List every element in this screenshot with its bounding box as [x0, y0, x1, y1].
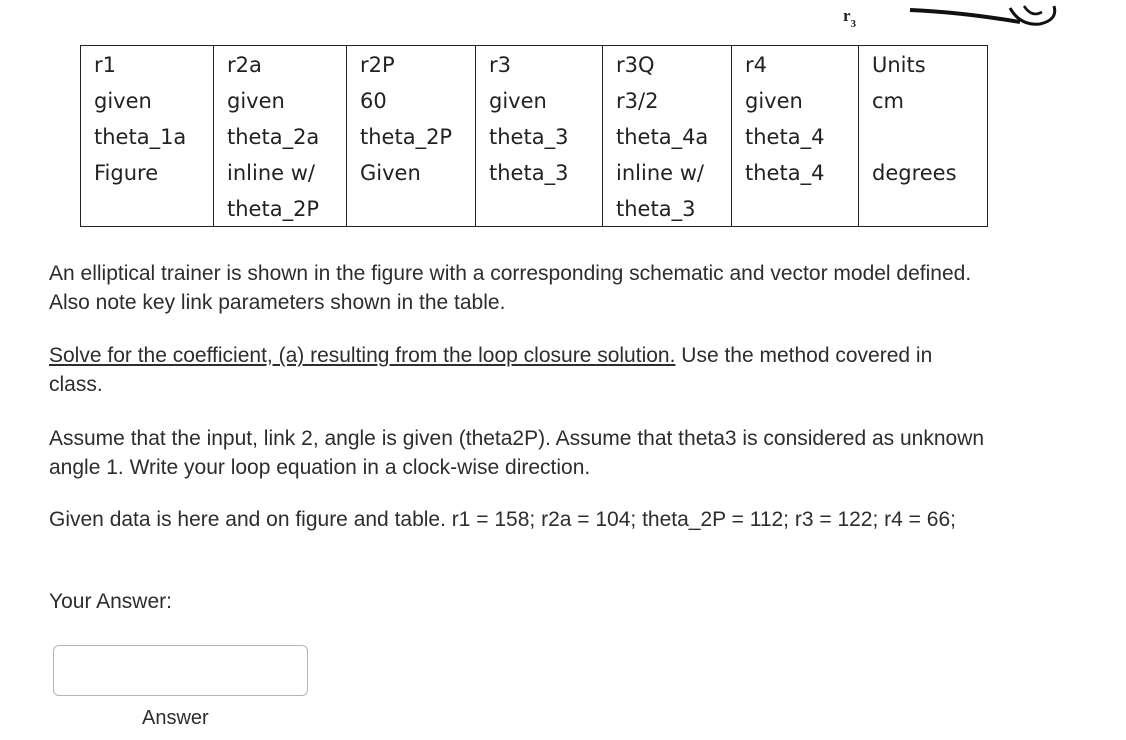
- table-cell: theta_3: [476, 118, 603, 154]
- table-cell: [476, 190, 603, 227]
- table-cell: Units: [859, 46, 988, 83]
- question-given-data: Given data is here and on figure and table. r1 = 158; r2a = 104; theta_2P = 112; r3 = 122; r4 = 66;: [49, 508, 956, 531]
- table-cell: given: [476, 82, 603, 118]
- table-cell: given: [214, 82, 347, 118]
- table-cell: theta_4: [732, 118, 859, 154]
- table-cell: r2a: [214, 46, 347, 83]
- table-cell: [81, 190, 214, 227]
- table-cell: [347, 190, 476, 227]
- table-body: [81, 46, 988, 227]
- r3-figure-label: $r_3$: [843, 6, 857, 31]
- table-cell: [859, 190, 988, 227]
- table-cell: r3: [476, 46, 603, 83]
- table-cell: r2P: [347, 46, 476, 83]
- table-cell: r4: [732, 46, 859, 83]
- table-cell: theta_2a: [214, 118, 347, 154]
- table-cell: r1: [81, 46, 214, 83]
- table-cell: 60: [347, 82, 476, 118]
- figure-crop: [0, 0, 1126, 30]
- table-cell: theta_2P: [214, 190, 347, 227]
- figure-link-drawing: [0, 0, 1126, 30]
- table-cell: [732, 190, 859, 227]
- table-cell: [859, 118, 988, 154]
- table-cell: theta_3: [603, 190, 732, 227]
- table-cell: inline w/: [214, 154, 347, 190]
- table-cell: Given: [347, 154, 476, 190]
- table-row: [81, 118, 988, 154]
- table-cell: degrees: [859, 154, 988, 190]
- table-cell: theta_1a: [81, 118, 214, 154]
- table-cell: Figure: [81, 154, 214, 190]
- question-assumption: Assume that the input, link 2, angle is given (theta2P). Assume that theta3 is considered as unknown angle 1. Write your loop equation in a clock-wise direction.: [49, 427, 985, 479]
- table-row: [81, 190, 988, 227]
- table-cell: theta_3: [476, 154, 603, 190]
- table-cell: cm: [859, 82, 988, 118]
- answer-input[interactable]: [53, 645, 308, 696]
- table-row: [81, 154, 988, 190]
- table-cell: r3/2: [603, 82, 732, 118]
- table-row: [81, 46, 988, 83]
- table-cell: theta_4: [732, 154, 859, 190]
- question-intro: An elliptical trainer is shown in the figure with a corresponding schematic and vector model defined. Also note key link parameters shown in the table.: [49, 262, 972, 314]
- table-cell: theta_4a: [603, 118, 732, 154]
- question-task: [49, 341, 989, 399]
- table-cell: given: [81, 82, 214, 118]
- your-answer-label: Your Answer:: [49, 590, 172, 613]
- table-cell: inline w/: [603, 154, 732, 190]
- task-rest-text: Use the method covered in class.: [49, 344, 933, 396]
- table-cell: theta_2P: [347, 118, 476, 154]
- table-row: [81, 82, 988, 118]
- link-parameter-table: [80, 45, 988, 227]
- answer-caption: Answer: [142, 707, 209, 729]
- task-underlined-text: Solve for the coefficient, (a) resulting from the loop closure solution.: [49, 344, 676, 367]
- table-cell: r3Q: [603, 46, 732, 83]
- table-cell: given: [732, 82, 859, 118]
